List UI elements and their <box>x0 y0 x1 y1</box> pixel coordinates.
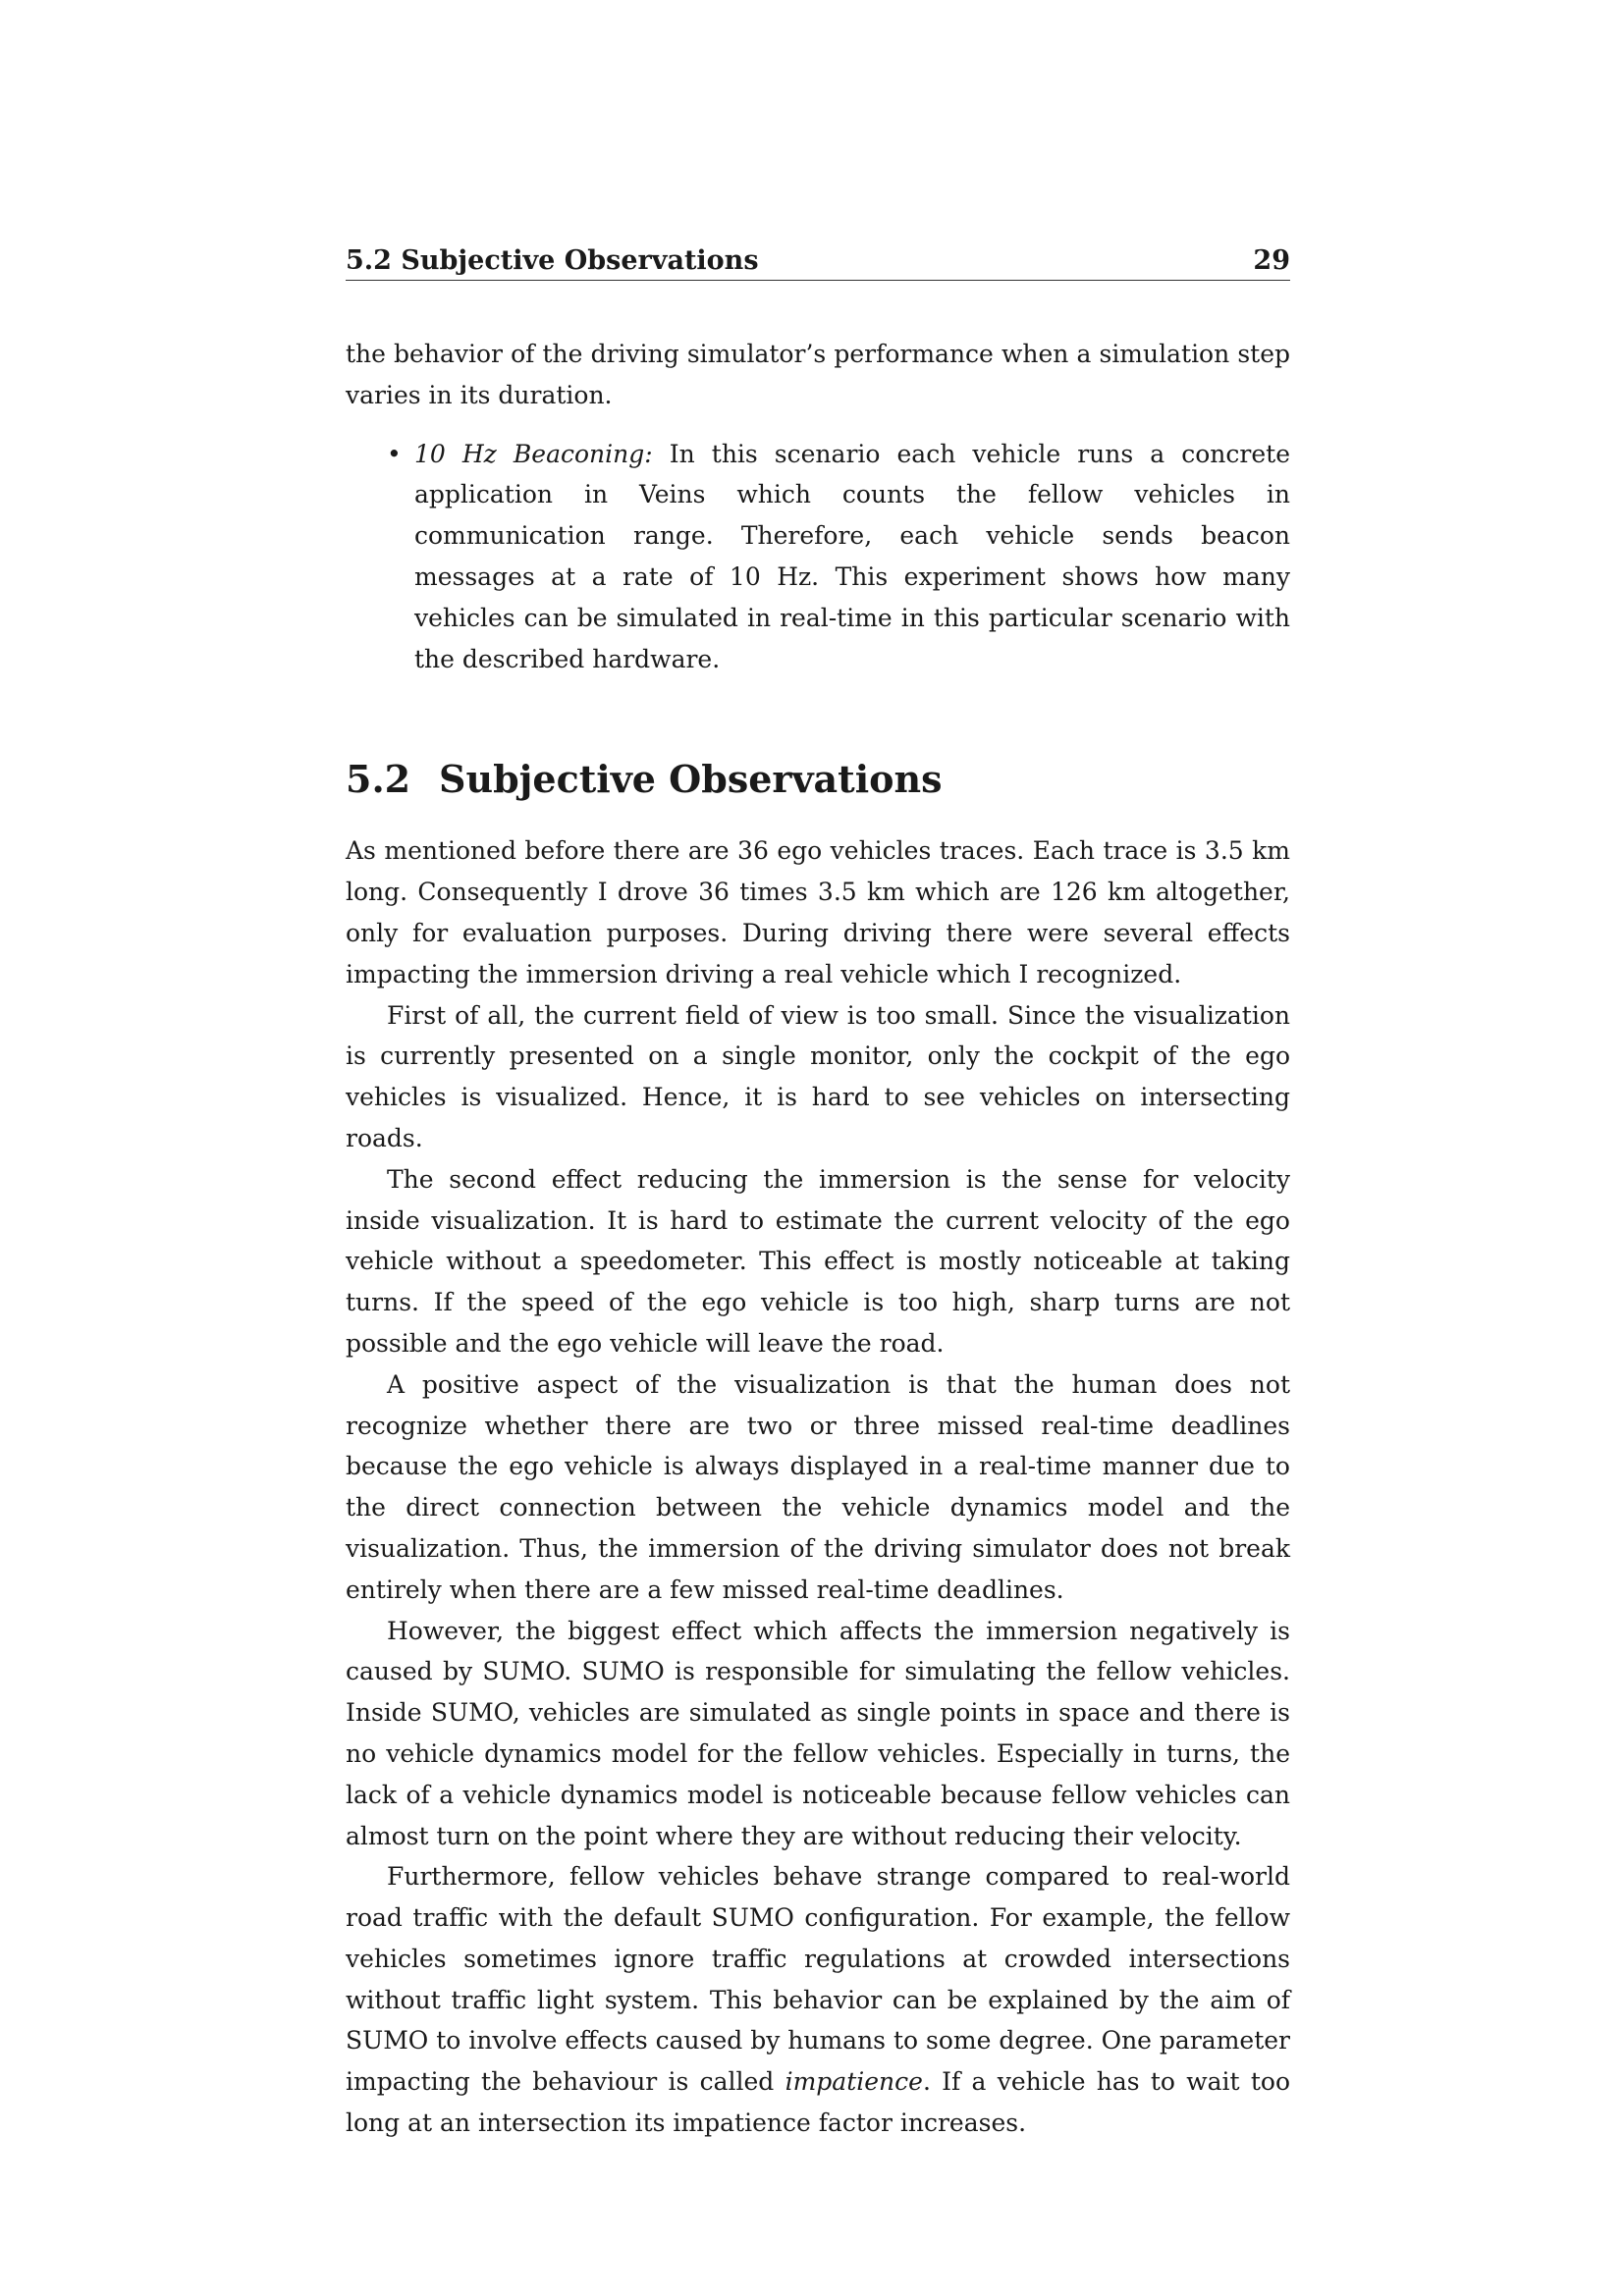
section-title: Subjective Observations <box>439 757 943 802</box>
page-body <box>346 334 1290 2144</box>
paragraph-last <box>346 1856 1290 2144</box>
paragraph-text-end: . If a vehicle has to wait too long at an intersection its impatience factor increases. <box>346 2067 1290 2138</box>
section-number: 5.2 <box>346 757 411 802</box>
bullet-text: In this scenario each vehicle runs a concrete application in Veins which counts the fellow vehicles in communication range. Therefore, each vehicle sends beacon messages at a rate of 10 Hz. This experiment shows how many vehicles can be simulated in real-time in this particular scenario with the described hardware. <box>414 439 1290 673</box>
page-number: 29 <box>1253 245 1290 276</box>
continuation-text: the behavior of the driving simulator’s performance when a simulation step varies in its duration. <box>346 340 1290 409</box>
paragraph: As mentioned before there are 36 ego vehicles traces. Each trace is 3.5 km long. Consequently I drove 36 times 3.5 km which are 126 km altogether, only for evaluation purposes. During driving there were several effects impacting the immersion driving a real vehicle which I recognized. <box>346 836 1290 988</box>
emphasis-term: impatience <box>785 2067 923 2097</box>
paragraph: A positive aspect of the visualization is that the human does not recognize whether there are two or three missed real-time deadlines because the ego vehicle is always displayed in a real-time manner due to the direct connection between the vehicle dynamics model and the visualization. Thus, the immersion of the driving simulator does not break entirely when there are a few missed real-time deadlines. <box>346 1369 1290 1604</box>
paragraph: However, the biggest effect which affects the immersion negatively is caused by SUMO. SUMO is responsible for simulating the fellow vehicles. Inside SUMO, vehicles are simulated as single points in space and there is no vehicle dynamics model for the fellow vehicles. Especially in turns, the lack of a vehicle dynamics model is noticeable because fellow vehicles can almost turn on the point where they are without reducing their velocity. <box>346 1616 1290 1850</box>
bullet-lead: 10 Hz Beaconing: <box>414 439 653 468</box>
paragraph-text: Furthermore, fellow vehicles behave strange compared to real-world road traffic with the default SUMO configuration. For example, the fellow vehicles sometimes ignore traffic regulations at crowded intersections without traffic light system. This behavior can be explained by the aim of SUMO to involve effects caused by humans to some degree. One parameter impacting the behaviour is called <box>346 1862 1290 2097</box>
list-item <box>387 434 1290 680</box>
running-title: 5.2 Subjective Observations <box>346 245 759 276</box>
paragraph: First of all, the current field of view is too small. Since the visualization is currently presented on a single monitor, only the cockpit of the ego vehicles is visualized. Hence, it is hard to see vehicles on intersecting roads. <box>346 1000 1290 1152</box>
bullet-symbol: • <box>387 439 402 468</box>
page-header <box>346 241 1290 281</box>
paragraph: The second effect reducing the immersion is the sense for velocity inside visualization. It is hard to estimate the current velocity of the ego vehicle without a speedometer. This effect is mostly noticeable at taking turns. If the speed of the ego vehicle is too high, sharp turns are not possible and the ego vehicle will leave the road. <box>346 1164 1290 1358</box>
section-heading <box>346 756 1290 803</box>
